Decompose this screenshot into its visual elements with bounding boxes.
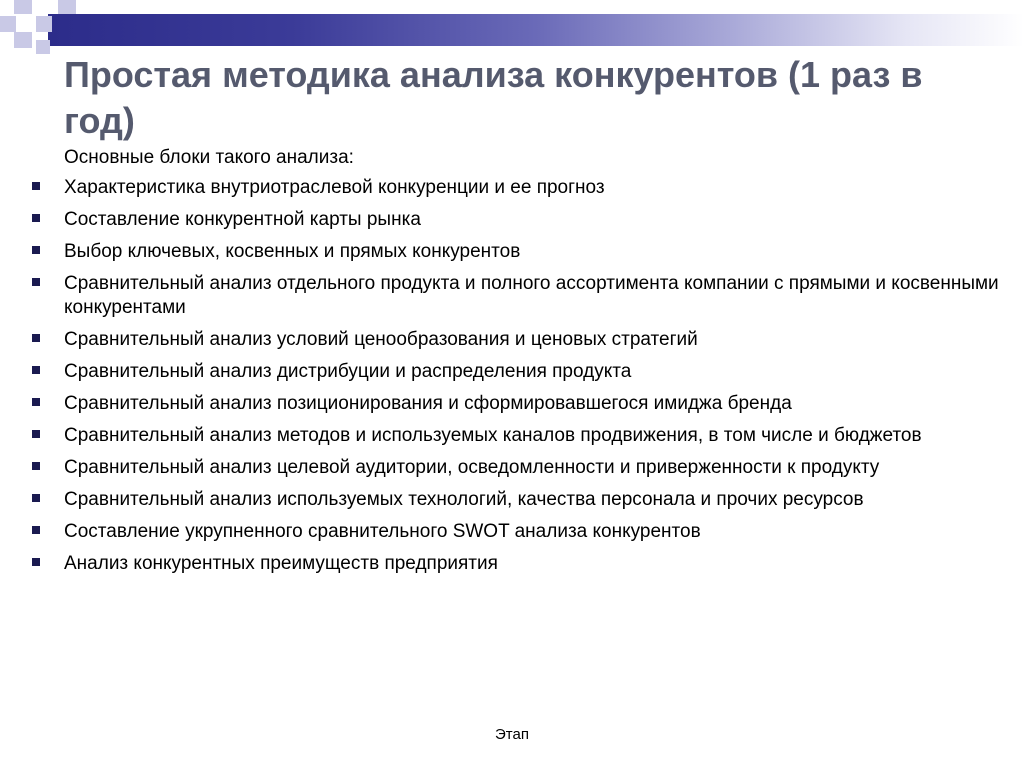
list-item	[30, 208, 1000, 232]
list-item-text: Сравнительный анализ целевой аудитории, осведомленности и приверженности к продукту	[64, 457, 880, 478]
list-item-text: Составление укрупненного сравнительного SWOT анализа конкурентов	[64, 521, 701, 542]
list-item	[30, 176, 1000, 200]
decor-square	[14, 32, 32, 48]
decor-square	[36, 40, 50, 54]
square-bullet-icon	[32, 182, 40, 190]
square-bullet-icon	[32, 558, 40, 566]
list-item	[30, 456, 1000, 480]
square-bullet-icon	[32, 334, 40, 342]
list-item-text: Сравнительный анализ методов и используемых каналов продвижения, в том числе и бюджетов	[64, 425, 922, 446]
list-item	[30, 328, 1000, 352]
list-item-text: Сравнительный анализ условий ценообразования и ценовых стратегий	[64, 329, 698, 350]
list-item-text: Характеристика внутриотраслевой конкуренции и ее прогноз	[64, 177, 605, 198]
square-bullet-icon	[32, 430, 40, 438]
square-bullet-icon	[32, 246, 40, 254]
square-bullet-icon	[32, 398, 40, 406]
slide-subtitle: Основные блоки такого анализа:	[64, 147, 354, 168]
list-item	[30, 392, 1000, 416]
list-item-text: Сравнительный анализ дистрибуции и распределения продукта	[64, 361, 632, 382]
square-bullet-icon	[32, 366, 40, 374]
list-item-text: Составление конкурентной карты рынка	[64, 209, 421, 230]
square-bullet-icon	[32, 462, 40, 470]
list-item	[30, 520, 1000, 544]
list-item	[30, 424, 1000, 448]
list-item-text: Выбор ключевых, косвенных и прямых конкурентов	[64, 241, 521, 262]
list-item-text: Анализ конкурентных преимуществ предприятия	[64, 553, 498, 574]
header-gradient-bar	[48, 14, 1024, 46]
bullet-list	[30, 176, 1000, 584]
list-item	[30, 552, 1000, 576]
square-bullet-icon	[32, 278, 40, 286]
list-item-text: Сравнительный анализ используемых технологий, качества персонала и прочих ресурсов	[64, 489, 864, 510]
square-bullet-icon	[32, 494, 40, 502]
decor-square	[36, 16, 52, 32]
slide-title: Простая методика анализа конкурентов (1 раз в год)	[64, 54, 923, 141]
list-item	[30, 488, 1000, 512]
list-item-text: Сравнительный анализ отдельного продукта и полного ассортимента компании с прямыми и косвенными конкурентами	[64, 273, 999, 318]
decor-square	[14, 0, 32, 14]
decor-square	[0, 16, 16, 32]
list-item	[30, 272, 1000, 320]
slide-footer: Этап	[495, 726, 529, 743]
decor-square	[58, 0, 76, 14]
list-item	[30, 240, 1000, 264]
square-bullet-icon	[32, 526, 40, 534]
list-item	[30, 360, 1000, 384]
square-bullet-icon	[32, 214, 40, 222]
list-item-text: Сравнительный анализ позиционирования и сформировавшегося имиджа бренда	[64, 393, 792, 414]
